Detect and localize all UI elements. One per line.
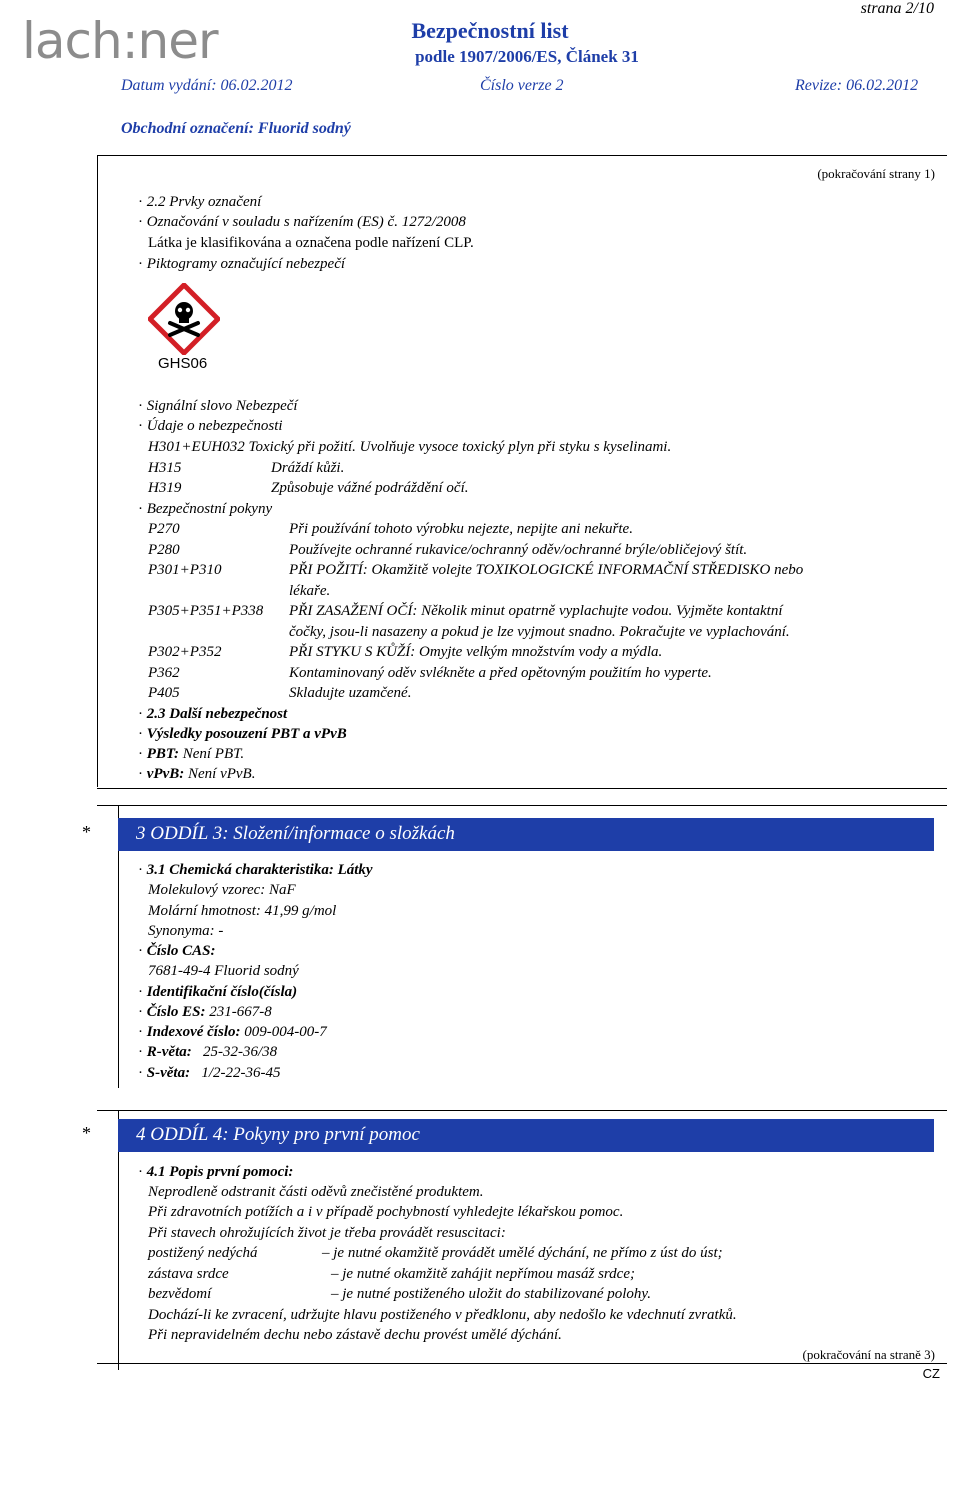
- precaution-text-p301-cont: lékaře.: [289, 583, 331, 599]
- precaution-code-p405: P405: [148, 685, 180, 701]
- chem-heading: · 3.1 Chemická charakteristika: Látky: [138, 862, 373, 878]
- skull-crossbones-icon: [148, 283, 220, 355]
- other-hazards-heading: · 2.3 Další nebezpečnost: [138, 706, 288, 722]
- first-aid-line-3: Při stavech ohrožujících život je třeba provádět resuscitaci:: [148, 1225, 506, 1241]
- document-subtitle: podle 1907/2006/ES, Článek 31: [415, 47, 639, 66]
- cas-number: 7681-49-4 Fluorid sodný: [148, 963, 299, 979]
- continuation-note: (pokračování strany 1): [817, 166, 935, 181]
- action-not-breathing: – je nutné okamžitě provádět umělé dýchání, ne přímo z úst do úst;: [322, 1245, 723, 1261]
- precaution-code-p280: P280: [148, 542, 180, 558]
- precaution-code-p301: P301+P310: [148, 562, 222, 578]
- precaution-text-p280: Používejte ochranné rukavice/ochranný oděv/ochranné brýle/obličejový štít.: [289, 542, 748, 558]
- precaution-code-p270: P270: [148, 521, 180, 537]
- index-number: · Indexové číslo: 009-004-00-7: [138, 1024, 327, 1040]
- ghs-code: GHS06: [158, 355, 208, 372]
- section-3-title: 3 ODDÍL 3: Složení/informace o složkách: [136, 823, 455, 844]
- pbt-result: · PBT: Není PBT.: [138, 746, 245, 762]
- first-aid-line-2: Při zdravotních potížích a i v případě pochybností vyhledejte lékařskou pomoc.: [148, 1204, 624, 1220]
- s-phrases: · S-věta: 1/2-22-36-45: [138, 1065, 281, 1081]
- precaution-text-p305: PŘI ZASAŽENÍ OČÍ: Několik minut opatrně vyplachujte vodou. Vyjměte kontaktní: [289, 603, 783, 619]
- es-number: · Číslo ES: 231-667-8: [138, 1004, 272, 1020]
- first-aid-heading: · 4.1 Popis první pomoci:: [138, 1164, 294, 1180]
- left-rule: [97, 155, 98, 787]
- identification-heading: · Identifikační číslo(čísla): [138, 984, 298, 1000]
- hazard-h301: H301+EUH032 Toxický při požití. Uvolňuje vysoce toxický plyn při styku s kyselinami.: [148, 439, 672, 455]
- hazard-code-h319: H319: [148, 480, 182, 496]
- revision-date: Revize: 06.02.2012: [795, 77, 919, 94]
- clp-statement: Látka je klasifikována a označena podle nařízení CLP.: [148, 235, 474, 251]
- trade-name: Obchodní označení: Fluorid sodný: [121, 120, 351, 137]
- molecular-formula: Molekulový vzorec: NaF: [148, 882, 296, 898]
- pbt-heading: · Výsledky posouzení PBT a vPvB: [138, 726, 347, 742]
- first-aid-line-1: Neprodleně odstranit části oděvů znečistěné produktem.: [148, 1184, 484, 1200]
- condition-unconscious: bezvědomí: [148, 1286, 212, 1302]
- section-3-header: [118, 818, 934, 851]
- r-phrases: · R-věta: 25-32-36/38: [138, 1044, 278, 1060]
- footer-rule: [97, 1363, 947, 1364]
- company-logo: lach:ner: [22, 12, 218, 70]
- condition-cardiac-arrest: zástava srdce: [148, 1266, 229, 1282]
- cas-heading: · Číslo CAS:: [138, 943, 216, 959]
- change-marker: *: [82, 1123, 91, 1143]
- section-4-top-rule: [97, 1110, 947, 1111]
- hazard-heading: · Údaje o nebezpečnosti: [138, 418, 283, 434]
- next-page-note: (pokračování na straně 3): [802, 1347, 935, 1362]
- precaution-text-p305-cont: čočky, jsou-li nasazeny a pokud je lze vyjmout snadno. Pokračujte ve vyplachování.: [289, 624, 790, 640]
- section-4-title: 4 ODDÍL 4: Pokyny pro první pomoc: [136, 1124, 420, 1145]
- label-elements-heading: · 2.2 Prvky označení: [138, 194, 262, 210]
- precaution-text-p270: Při používání tohoto výrobku nejezte, nepijte ani nekuřte.: [289, 521, 633, 537]
- clp-heading: · Označování v souladu s nařízením (ES) č. 1272/2008: [138, 214, 466, 230]
- vpvb-result: · vPvB: Není vPvB.: [138, 766, 256, 782]
- precaution-text-p302: PŘI STYKU S KŮŽÍ: Omyjte velkým množstvím vody a mýdla.: [289, 644, 663, 660]
- first-aid-line-4: Dochází-li ke zvracení, udržujte hlavu postiženého v předklonu, aby nedošlo ke vdechnutí zvratků.: [148, 1307, 737, 1323]
- document-title: Bezpečnostní list: [411, 18, 569, 43]
- precaution-code-p362: P362: [148, 665, 180, 681]
- version-number: Číslo verze 2: [480, 77, 564, 94]
- hazard-text-h315: Dráždí kůži.: [271, 460, 345, 476]
- synonyms: Synonyma: -: [148, 923, 224, 939]
- precaution-heading: · Bezpečnostní pokyny: [138, 501, 273, 517]
- precaution-code-p305: P305+P351+P338: [148, 603, 264, 619]
- section-3-top-rule: [97, 805, 947, 806]
- molar-mass: Molární hmotnost: 41,99 g/mol: [148, 903, 337, 919]
- pictogram-heading: · Piktogramy označující nebezpečí: [138, 256, 346, 272]
- issue-date: Datum vydání: 06.02.2012: [121, 77, 293, 94]
- hazard-code-h315: H315: [148, 460, 182, 476]
- precaution-text-p405: Skladujte uzamčené.: [289, 685, 412, 701]
- page-number: strana 2/10: [860, 0, 934, 17]
- first-aid-line-5: Při nepravidelném dechu nebo zástavě dechu provést umělé dýchání.: [148, 1327, 562, 1343]
- signal-word: · Signální slovo Nebezpečí: [138, 398, 298, 414]
- condition-not-breathing: postižený nedýchá: [148, 1245, 258, 1261]
- action-unconscious: – je nutné postiženého uložit do stabilizované polohy.: [331, 1286, 651, 1302]
- precaution-text-p362: Kontaminovaný oděv svlékněte a před opětovným použitím ho vyperte.: [289, 665, 712, 681]
- language-code: CZ: [922, 1366, 940, 1381]
- section-4-header: [118, 1119, 934, 1152]
- change-marker: *: [82, 822, 91, 842]
- action-cardiac-arrest: – je nutné okamžitě zahájit nepřímou masáž srdce;: [331, 1266, 635, 1282]
- precaution-text-p301: PŘI POŽITÍ: Okamžitě volejte TOXIKOLOGICKÉ INFORMAČNÍ STŘEDISKO nebo: [289, 562, 804, 578]
- precaution-code-p302: P302+P352: [148, 644, 222, 660]
- hazard-text-h319: Způsobuje vážné podráždění očí.: [271, 480, 469, 496]
